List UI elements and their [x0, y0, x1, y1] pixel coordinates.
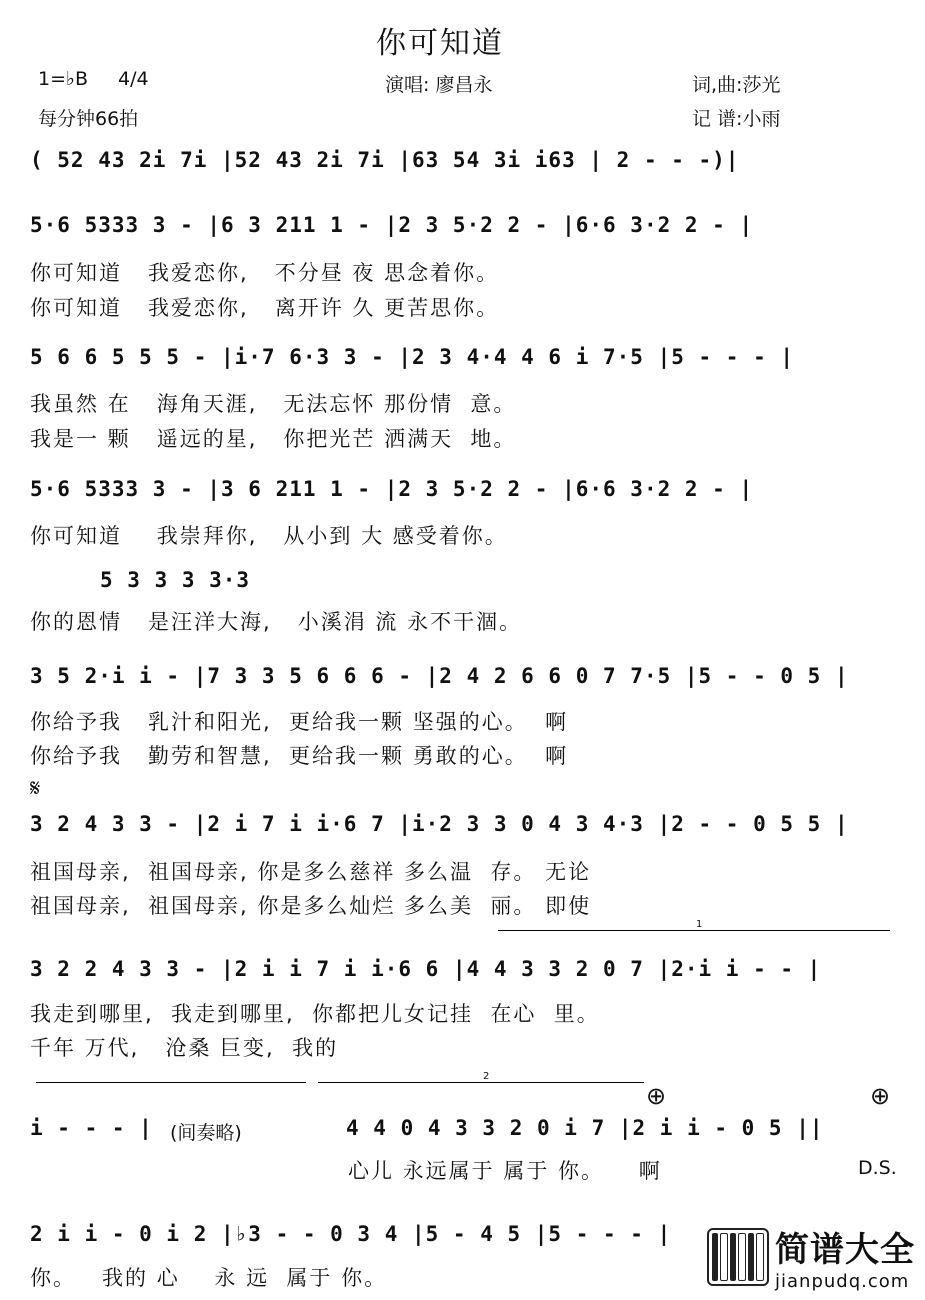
notes-row-8-start: i - - - |	[30, 1116, 153, 1140]
notes-row-1: 5·6 5333 3 - |6 3 211 1 - |2 3 5·2 2 - |6·6 3·2 2 - |	[30, 213, 754, 237]
notes-row-7: 3 2 2 4 3 3 - |2 i i 7 i i·6 6 |4 4 3 3 2 0 7 |2·i i - - |	[30, 957, 822, 981]
volta-1-continuation	[36, 1082, 306, 1083]
interlude-note: (间奏略)	[170, 1122, 242, 1144]
notes-row-3: 5·6 5333 3 - |3 6 211 1 - |2 3 5·2 2 - |6·6 3·2 2 - |	[30, 477, 754, 501]
lyric-row-9: 你。 我的 心 永 远 属于 你。	[30, 1266, 388, 1290]
notes-row-9: 2 i i - 0 i 2 |♭3 - - 0 3 4 |5 - 4 5 |5 - - - |	[30, 1222, 672, 1246]
lyric-row-2-verse-2: 我是一 颗 遥远的星, 你把光芒 洒满天 地。	[30, 427, 517, 451]
volta-1-bracket	[498, 919, 890, 931]
composer: 词,曲:莎光	[692, 74, 781, 96]
volta-1-number: 1	[696, 919, 703, 930]
volta-2-number: 2	[483, 1071, 490, 1082]
lyric-row-5-verse-1: 你给予我 乳汁和阳光, 更给我一颗 坚强的心。 啊	[30, 710, 569, 734]
notes-row-8-end: 4 4 0 4 3 3 2 0 i 7 |2 i i - 0 5 ||	[346, 1116, 824, 1140]
notes-row-6: 3 2 4 3 3 - |2 i 7 i i·6 7 |i·2 3 3 0 4 3 4·3 |2 - - 0 5 5 |	[30, 812, 849, 836]
lyric-row-6-verse-2: 祖国母亲, 祖国母亲, 你是多么灿烂 多么美 丽。 即使	[30, 894, 592, 918]
singer: 演唱: 廖昌永	[385, 74, 493, 96]
notes-row-5: 3 5 2·i i - |7 3 3 5 6 6 6 - |2 4 2 6 6 0 7 7·5 |5 - - 0 5 |	[30, 664, 849, 688]
time-signature: 4/4	[118, 68, 149, 90]
logo-url: jianpudq.com	[775, 1271, 910, 1292]
lyric-row-4: 你的恩情 是汪洋大海, 小溪涓 流 永不干涸。	[30, 610, 523, 634]
lyric-row-1-verse-2: 你可知道 我爱恋你, 离开许 久 更苦思你。	[30, 296, 500, 320]
lyric-row-6-verse-1: 祖国母亲, 祖国母亲, 你是多么慈祥 多么温 存。 无论	[30, 860, 592, 884]
lyric-row-8: 心儿 永远属于 属于 你。 啊	[348, 1159, 662, 1183]
notes-row-2: 5 6 6 5 5 5 - |i·7 6·3 3 - |2 3 4·4 4 6 i 7·5 |5 - - - |	[30, 345, 795, 369]
segno-sign: 𝄋	[30, 774, 41, 802]
song-title: 你可知道	[376, 26, 504, 61]
coda-sign-1: ⊕	[646, 1082, 667, 1110]
lyric-row-3: 你可知道 我崇拜你, 从小到 大 感受着你。	[30, 524, 508, 548]
site-logo	[707, 1222, 915, 1292]
coda-sign-2: ⊕	[870, 1082, 891, 1110]
ds-marking: D.S.	[858, 1157, 897, 1179]
transcriber: 记 谱:小雨	[692, 108, 781, 130]
lyric-row-7-verse-1: 我走到哪里, 我走到哪里, 你都把儿女记挂 在心 里。	[30, 1002, 600, 1026]
lyric-row-1-verse-1: 你可知道 我爱恋你, 不分昼 夜 思念着你。	[30, 261, 500, 285]
intro-notes: ( 52 43 2i 7i |52 43 2i 7i |63 54 3i i63 | 2 - - -)|	[30, 148, 740, 172]
notes-row-4: 5 3 3 3 3·3	[100, 568, 251, 592]
tempo: 每分钟66拍	[38, 108, 139, 130]
volta-2-bracket	[318, 1071, 644, 1083]
piano-keys-icon	[707, 1228, 769, 1286]
logo-name: 简谱大全	[775, 1230, 915, 1270]
lyric-row-7-verse-2: 千年 万代, 沧桑 巨变, 我的	[30, 1036, 339, 1060]
lyric-row-2-verse-1: 我虽然 在 海角天涯, 无法忘怀 那份情 意。	[30, 392, 517, 416]
lyric-row-5-verse-2: 你给予我 勤劳和智慧, 更给我一颗 勇敢的心。 啊	[30, 744, 569, 768]
key-signature: 1=♭B	[38, 68, 89, 90]
